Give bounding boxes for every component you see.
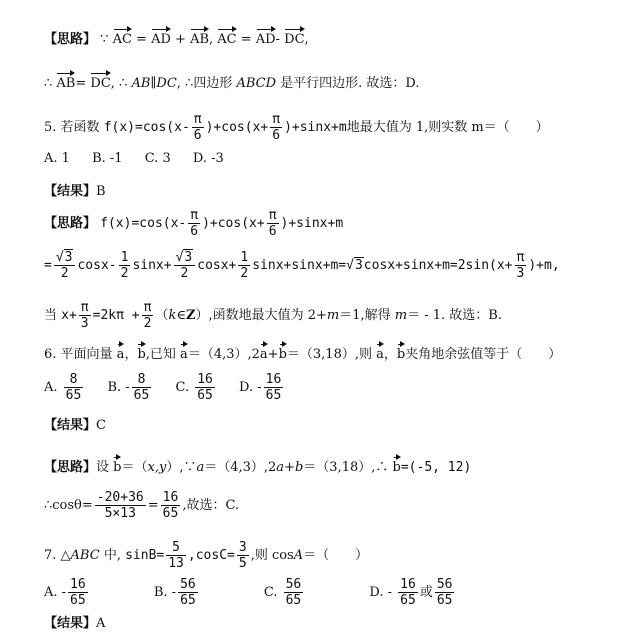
l1-line bbox=[44, 28, 309, 48]
q5-options bbox=[44, 151, 242, 167]
q5-option-c: C. 3 bbox=[144, 151, 171, 166]
l2-line: ∴ AB= DC, ∴ AB∥DC, ∴四边形 ABCD 是平行四边形. 故选：D. bbox=[44, 72, 420, 92]
q6-result-value: C bbox=[96, 418, 106, 433]
q5-sol-tag: 【思路】 bbox=[44, 216, 97, 231]
q6-result-tag: 【结果】 bbox=[44, 418, 97, 433]
q6-options bbox=[44, 372, 303, 403]
q6-solution-1: 【思路】设 b＝（x,y）,∵a＝（4,3）,2a+b＝（3,18）,∴ b=(-5, 12) bbox=[44, 456, 471, 476]
q5-option-a: A. 1 bbox=[44, 151, 70, 166]
q5-number: 5. 若函数 bbox=[44, 120, 100, 135]
q5-option-d: D. ‐3 bbox=[192, 151, 224, 166]
q6-sol-tag: 【思路】 bbox=[44, 460, 97, 475]
q5-sol-function: f(x)=cos(x- $\frac{\pi}{6}$ )+cos(x+ $\frac{\pi}{6}$ )+sinx+m bbox=[100, 208, 344, 239]
q6-option-c: C. $\frac{16}{65}$ bbox=[175, 372, 213, 403]
q7-result-value: A bbox=[96, 616, 106, 631]
q6-option-a: A. $\frac{8}{65}$ bbox=[44, 372, 82, 403]
q6-result bbox=[44, 418, 106, 434]
q5-result-tag: 【结果】 bbox=[44, 184, 97, 199]
q7-option-b: B. - $\frac{56}{65}$ bbox=[153, 577, 196, 608]
l1-tag: 【思路】 bbox=[44, 32, 97, 47]
q7-option-d: D. - $\frac{16}{65}$ 或 $\frac{56}{65}$ bbox=[369, 577, 453, 608]
q7-result bbox=[44, 616, 105, 632]
q5-option-b: B. ‐1 bbox=[92, 151, 123, 166]
q5-solution-3: 当 x+ $\frac{\pi}{3}$ =2kπ + $\frac{\pi}{2}$ （k∈Z）,函数地最大值为 2+m＝1,解得 m＝ - 1. 故选：B. bbox=[44, 300, 502, 331]
q5-solution-2: = $\frac{√3}{2}$ cosx- $\frac{1}{2}$ sinx+ $\frac{√3}{2}$ cosx+ $\frac{1}{2}$ sinx+sinx+m=√3cosx+sinx+m=2sin(x+ $\frac{\pi}{3}$ )+m, bbox=[44, 250, 560, 281]
q7-options bbox=[44, 577, 474, 608]
q7-option-c: C. $\frac{56}{65}$ bbox=[263, 577, 302, 608]
q7-option-a: A. - $\frac{16}{65}$ bbox=[44, 577, 86, 608]
q7-stem: 7. △ABC 中, sinB= $\frac{5}{13}$ ,cosC= $\frac{3}{5}$ ,则 cosA＝（ ） bbox=[44, 540, 369, 571]
q5-result bbox=[44, 184, 106, 200]
q6-solution-2: ∴cosθ= $\frac{-20+36}{5\times 13}$ = $\frac{16}{65}$ ,故选：C. bbox=[44, 490, 240, 521]
q5-function: f(x)=cos(x- $\frac{\pi}{6}$ )+cos(x+ $\frac{\pi}{6}$ )+sinx+m bbox=[103, 112, 347, 143]
q7-result-tag: 【结果】 bbox=[44, 616, 97, 631]
q6-option-b: B. - $\frac{8}{65}$ bbox=[107, 372, 150, 403]
q5-result-value: B bbox=[96, 184, 106, 199]
q6-option-d: D. - $\frac{16}{65}$ bbox=[239, 372, 282, 403]
q5-stem bbox=[44, 112, 549, 143]
q5-solution-1 bbox=[44, 208, 343, 239]
q5-tail: 地最大值为 1,则实数 m＝（ ） bbox=[346, 120, 549, 135]
q6-stem: 6. 平面向量 a，b,已知 a＝（4,3）,2a+b＝（3,18）,则 a，b夹角地余弦值等于（ ） bbox=[44, 343, 561, 363]
l1-text: ∵ AC = AD + AB, AC = AD- DC, bbox=[100, 32, 309, 47]
